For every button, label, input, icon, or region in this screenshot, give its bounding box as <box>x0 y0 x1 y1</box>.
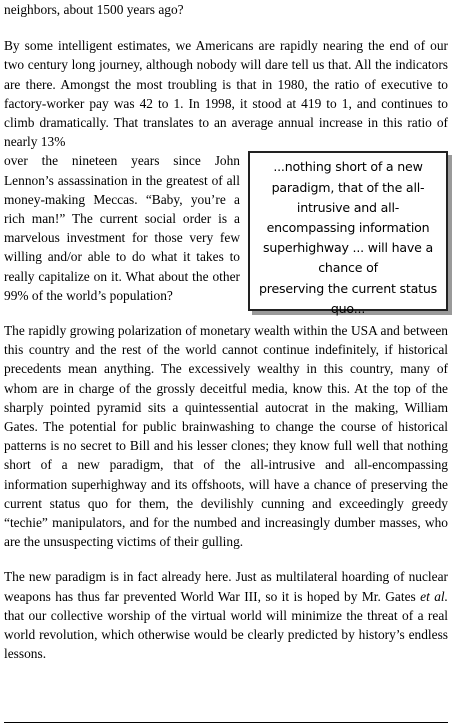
pull-quote-line: ...nothing short of a new <box>273 159 423 175</box>
paragraph-2: The rapidly growing polarization of monetary wealth within the USA and between this country and the rest of the world cannot continue indefinitely, if historical precedents mean anything. The excessively wealthy in this country, many of whom are in charge of the grossly deceitful media, know this. At the top of the sharply pointed pyramid sits a quintessential autocrat in the making, William Gates. The potential for public brainwashing to change the course of historical patterns is no secret to Bill and his lesser clones; they know full well that nothing short of a new paradigm, that of the all-intrusive and all-encompassing information superhighway and its offshoots, will have a chance of preserving the current status quo for them, the devilishly cunning and exceedingly greedy “techie” manipulators, and for the numbed and increasingly dumber masses, who are the unsuspecting victims of their gulling. <box>4 323 448 550</box>
paragraph-1-continued <box>4 151 448 316</box>
pull-quote-line: intrusive and all- <box>296 199 400 215</box>
paragraph-1-text-a: By some intelligent estimates, we Americans are rapidly nearing the end of our two century long journey, although nobody will dare tell us that. All the indicators are there. Amongst the most troubling is that in 1980, the ratio of executive to factory-worker pay was 42 to 1. In 1998, it stood at 419 to 1, and continues to climb dramatically. That translates to an average annual increase in this ratio of nearly 13% <box>4 38 448 150</box>
pull-quote-line: preserving the current status <box>258 280 438 296</box>
paragraph-3-text-b: that our collective worship of the virtual world will minimize the threat of a real world revolution, which otherwise would be clearly predicted by history’s endless lessons. <box>4 607 448 662</box>
pull-quote <box>248 151 448 316</box>
bottom-rule <box>4 722 448 723</box>
paragraph-3-text-a: The new paradigm is in fact already here. Just as multilateral hoarding of nuclear weapons has thus far prevented World War III, so it is hoped by Mr. Gates <box>4 569 448 604</box>
continued-line: neighbors, about 1500 years ago? <box>4 2 184 17</box>
paragraph-1-text-b: over the nineteen years since John Lennon’s assassination in the greatest of all money-making Meccas. “Baby, you’re a rich man!” The current social order is a marvelous investment for those very few willing and/or able to do what it takes to really capitalize on it. What about the other 99% of the world’s population? <box>4 153 240 303</box>
pull-quote-line: paradigm, that of the all- <box>271 179 425 195</box>
pull-quote-line: chance of <box>318 260 378 276</box>
paragraph-3-italic: et al. <box>420 588 448 604</box>
paragraph-1 <box>4 36 448 151</box>
pull-quote-line: encompassing information <box>266 220 430 236</box>
paragraph-3 <box>4 567 448 663</box>
pull-quote-line: quo... <box>330 300 366 316</box>
article-page <box>4 0 448 664</box>
pull-quote-line: superhighway ... will have a <box>262 240 433 256</box>
